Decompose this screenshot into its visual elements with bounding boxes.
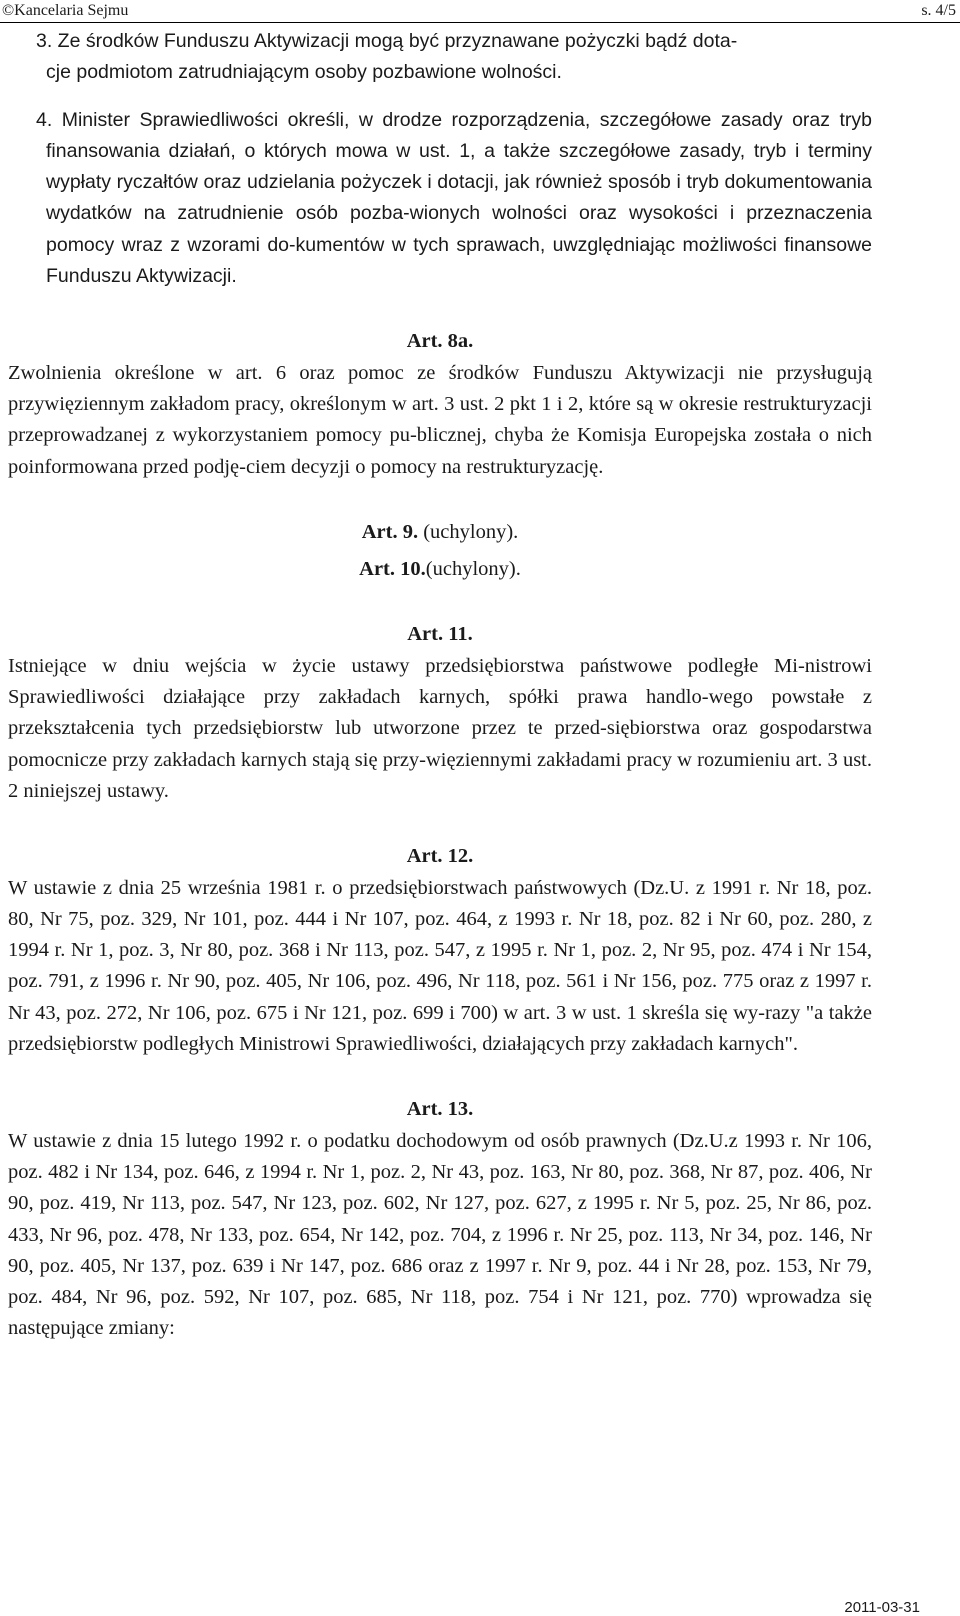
article-9-title: Art. 9.: [361, 520, 419, 543]
article-13-title: Art. 13.: [406, 1098, 474, 1121]
article-8a-title: Art. 8a.: [406, 330, 474, 353]
document-body: [8, 26, 872, 1345]
page-footer-date: 2011-03-31: [844, 1599, 920, 1616]
article-11-title: Art. 11.: [407, 623, 473, 646]
article-10-title: Art. 10.: [359, 558, 426, 581]
article-12-text: W ustawie z dnia 25 września 1981 r. o przedsiębiorstwach państwowych (Dz.U. z 1991 r. Nr 18, poz. 80, Nr 75, poz. 329, Nr 101, poz. 444 i Nr 107, poz. 464, z 1993 r. Nr 18, poz. 82 i Nr 60, poz. 280, z 1994 r. Nr 1, poz. 3, Nr 80, poz. 368 i Nr 113, poz. 547, z 1995 r. Nr 1, poz. 2, Nr 95, poz. 474 i Nr 154, poz. 791, z 1996 r. Nr 90, poz. 405, Nr 106, poz. 496, Nr 118, poz. 561 i Nr 156, poz. 775 oraz z 1997 r. Nr 43, poz. 272, Nr 106, poz. 675 i Nr 121, poz. 699 i 700) w art. 3 w ust. 1 skreśla się wy-razy "a także przedsiębiorstw podległych Ministrowi Sprawiedliwości, działających przy zakładach karnych".: [8, 876, 872, 1056]
article-13-text: W ustawie z dnia 15 lutego 1992 r. o podatku dochodowym od osób prawnych (Dz.U.z 1993 r. Nr 106, poz. 482 i Nr 134, poz. 646, z 1994 r. Nr 1, poz. 2, Nr 43, poz. 163, Nr 80, poz. 368, Nr 87, poz. 406, Nr 90, poz. 419, Nr 113, poz. 547, Nr 123, poz. 602, Nr 127, poz. 627, z 1995 r. Nr 5, poz. 25, Nr 86, poz. 433, Nr 96, poz. 478, Nr 133, poz. 654, Nr 142, poz. 704, z 1996 r. Nr 25, poz. 113, Nr 34, poz. 146, Nr 90, poz. 405, Nr 137, poz. 639 i Nr 147, poz. 686 oraz z 1997 r. Nr 9, poz. 44 i Nr 28, poz. 153, Nr 79, poz. 484, Nr 96, poz. 592, Nr 107, poz. 685, Nr 118, poz. 754 i Nr 121, poz. 770) wprowadza się następujące zmiany:: [8, 1129, 872, 1340]
header-publisher: ©Kancelaria Sejmu: [2, 2, 129, 19]
header-page-number: s. 4/5: [921, 2, 956, 19]
paragraph-3-line-1: 3. Ze środków Funduszu Aktywizacji mogą być przyznawane pożyczki bądź dota-: [36, 30, 738, 52]
article-10: [8, 554, 872, 585]
paragraph-4: 4. Minister Sprawiedliwości określi, w drodze rozporządzenia, szczegółowe zasady oraz tryb finansowania działań, o których mowa w ust. 1, a także szczegółowe zasady, tryb i terminy wypłaty ryczałtów oraz udzielania pożyczek i dotacji, jak również sposób i tryb dokumentowania wydatków na zatrudnienie osób pozba-wionych wolności oraz wysokości i przeznaczenia pomocy wraz z wzorami do-kumentów w tych sprawach, uwzględniając możliwości finansowe Funduszu Aktywizacji.: [36, 108, 872, 288]
paragraph-3-line-2: cje podmiotom zatrudniającym osoby pozbawione wolności.: [46, 61, 562, 84]
article-9: [8, 517, 872, 548]
article-9-note: (uchylony).: [423, 520, 519, 543]
article-12-title: Art. 12.: [406, 845, 474, 868]
article-11-text: Istniejące w dniu wejścia w życie ustawy przedsiębiorstwa państwowe podległe Mi-nistrowi Sprawiedliwości działające przy zakładach karnych, spółki prawa handlo-wego powstałe z przekształcenia tych przedsiębiorstw lub utworzone przez te przed-siębiorstwa oraz gospodarstwa pomocnicze przy zakładach karnych stają się przy-więziennymi zakładami pracy w rozumieniu art. 3 ust. 2 niniejszej ustawy.: [8, 654, 872, 802]
page-header: [0, 0, 960, 23]
article-10-note: (uchylony).: [425, 558, 521, 581]
article-8a-text: Zwolnienia określone w art. 6 oraz pomoc ze środków Funduszu Aktywizacji nie przysługują przywięziennym zakładom pracy, określonym w art. 3 ust. 2 pkt 1 i 2, które są w okresie restrukturyzacji przeprowadzanej z wykorzystaniem pomocy pu-blicznej, chyba że Komisja Europejska została o nich poinformowana przed podję-ciem decyzji o pomocy na restrukturyzację.: [8, 361, 872, 478]
